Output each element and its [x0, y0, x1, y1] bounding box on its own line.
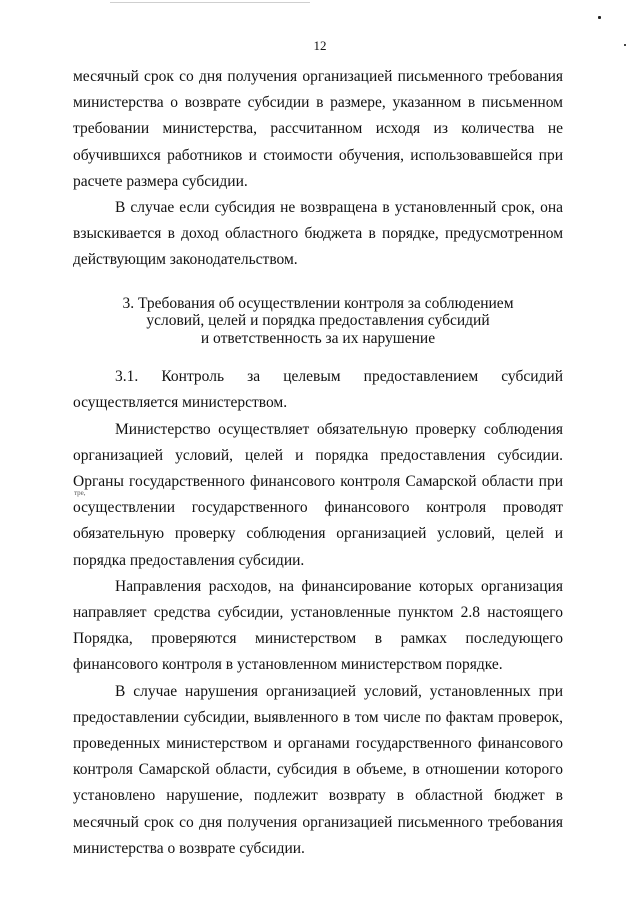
paragraph: В случае нарушения организацией условий, установленных при предоставлении субсидии, выявленного в том числе по фактам проверок, проведенных министерством и органами государственного финансового контроля Самарской области, субсидия в объеме, в отношении которого установлено нарушение, подлежит возврату в областной бюджет в месячный срок со дня получения организацией письменного требования министерства о возврате субсидии. — [73, 682, 563, 857]
paragraph: 3.1. Контроль за целевым предоставлением субсидий осуществляется министерством. — [73, 368, 563, 412]
scan-artifact-top-line — [110, 2, 310, 3]
paragraph: месячный срок со дня получения организацией письменного требования министерства о возврате субсидии в размере, указанном в письменном требовании министерства, рассчитанном исходя из количества не обучившихся работников и стоимости обучения, использовавшейся при расчете размера субсидии. — [73, 68, 563, 190]
section-heading — [73, 295, 563, 348]
paragraph: Министерство осуществляет обязательную проверку соблюдения организацией условий, целей и порядка предоставления субсидии. Органы государственного финансового контроля Самарской области при осуществлении государственного финансового контроля проводят обязательную проверку соблюдения организацией условий, целей и порядка предоставления субсидии. — [73, 420, 563, 569]
scan-artifact-mark: тре, — [74, 489, 86, 497]
section-heading-line: и ответственность за их нарушение — [200, 329, 436, 347]
scan-artifact-dot — [598, 16, 601, 19]
page-number: 12 — [313, 38, 327, 53]
document-body — [73, 64, 563, 862]
section-heading-line: условий, целей и порядка предоставления субсидий — [146, 312, 490, 330]
paragraph: Направления расходов, на финансирование которых организация направляет средства субсидии, установленные пунктом 2.8 настоящего Порядка, проверяются министерством в рамках последующего финансового контроля в установленном министерством порядке. — [73, 577, 563, 674]
paragraph: В случае если субсидия не возвращена в установленный срок, она взыскивается в доход областного бюджета в порядке, предусмотренном действующим законодательством. — [73, 199, 563, 269]
section-heading-line: 3. Требования об осуществлении контроля за соблюдением — [122, 294, 514, 312]
